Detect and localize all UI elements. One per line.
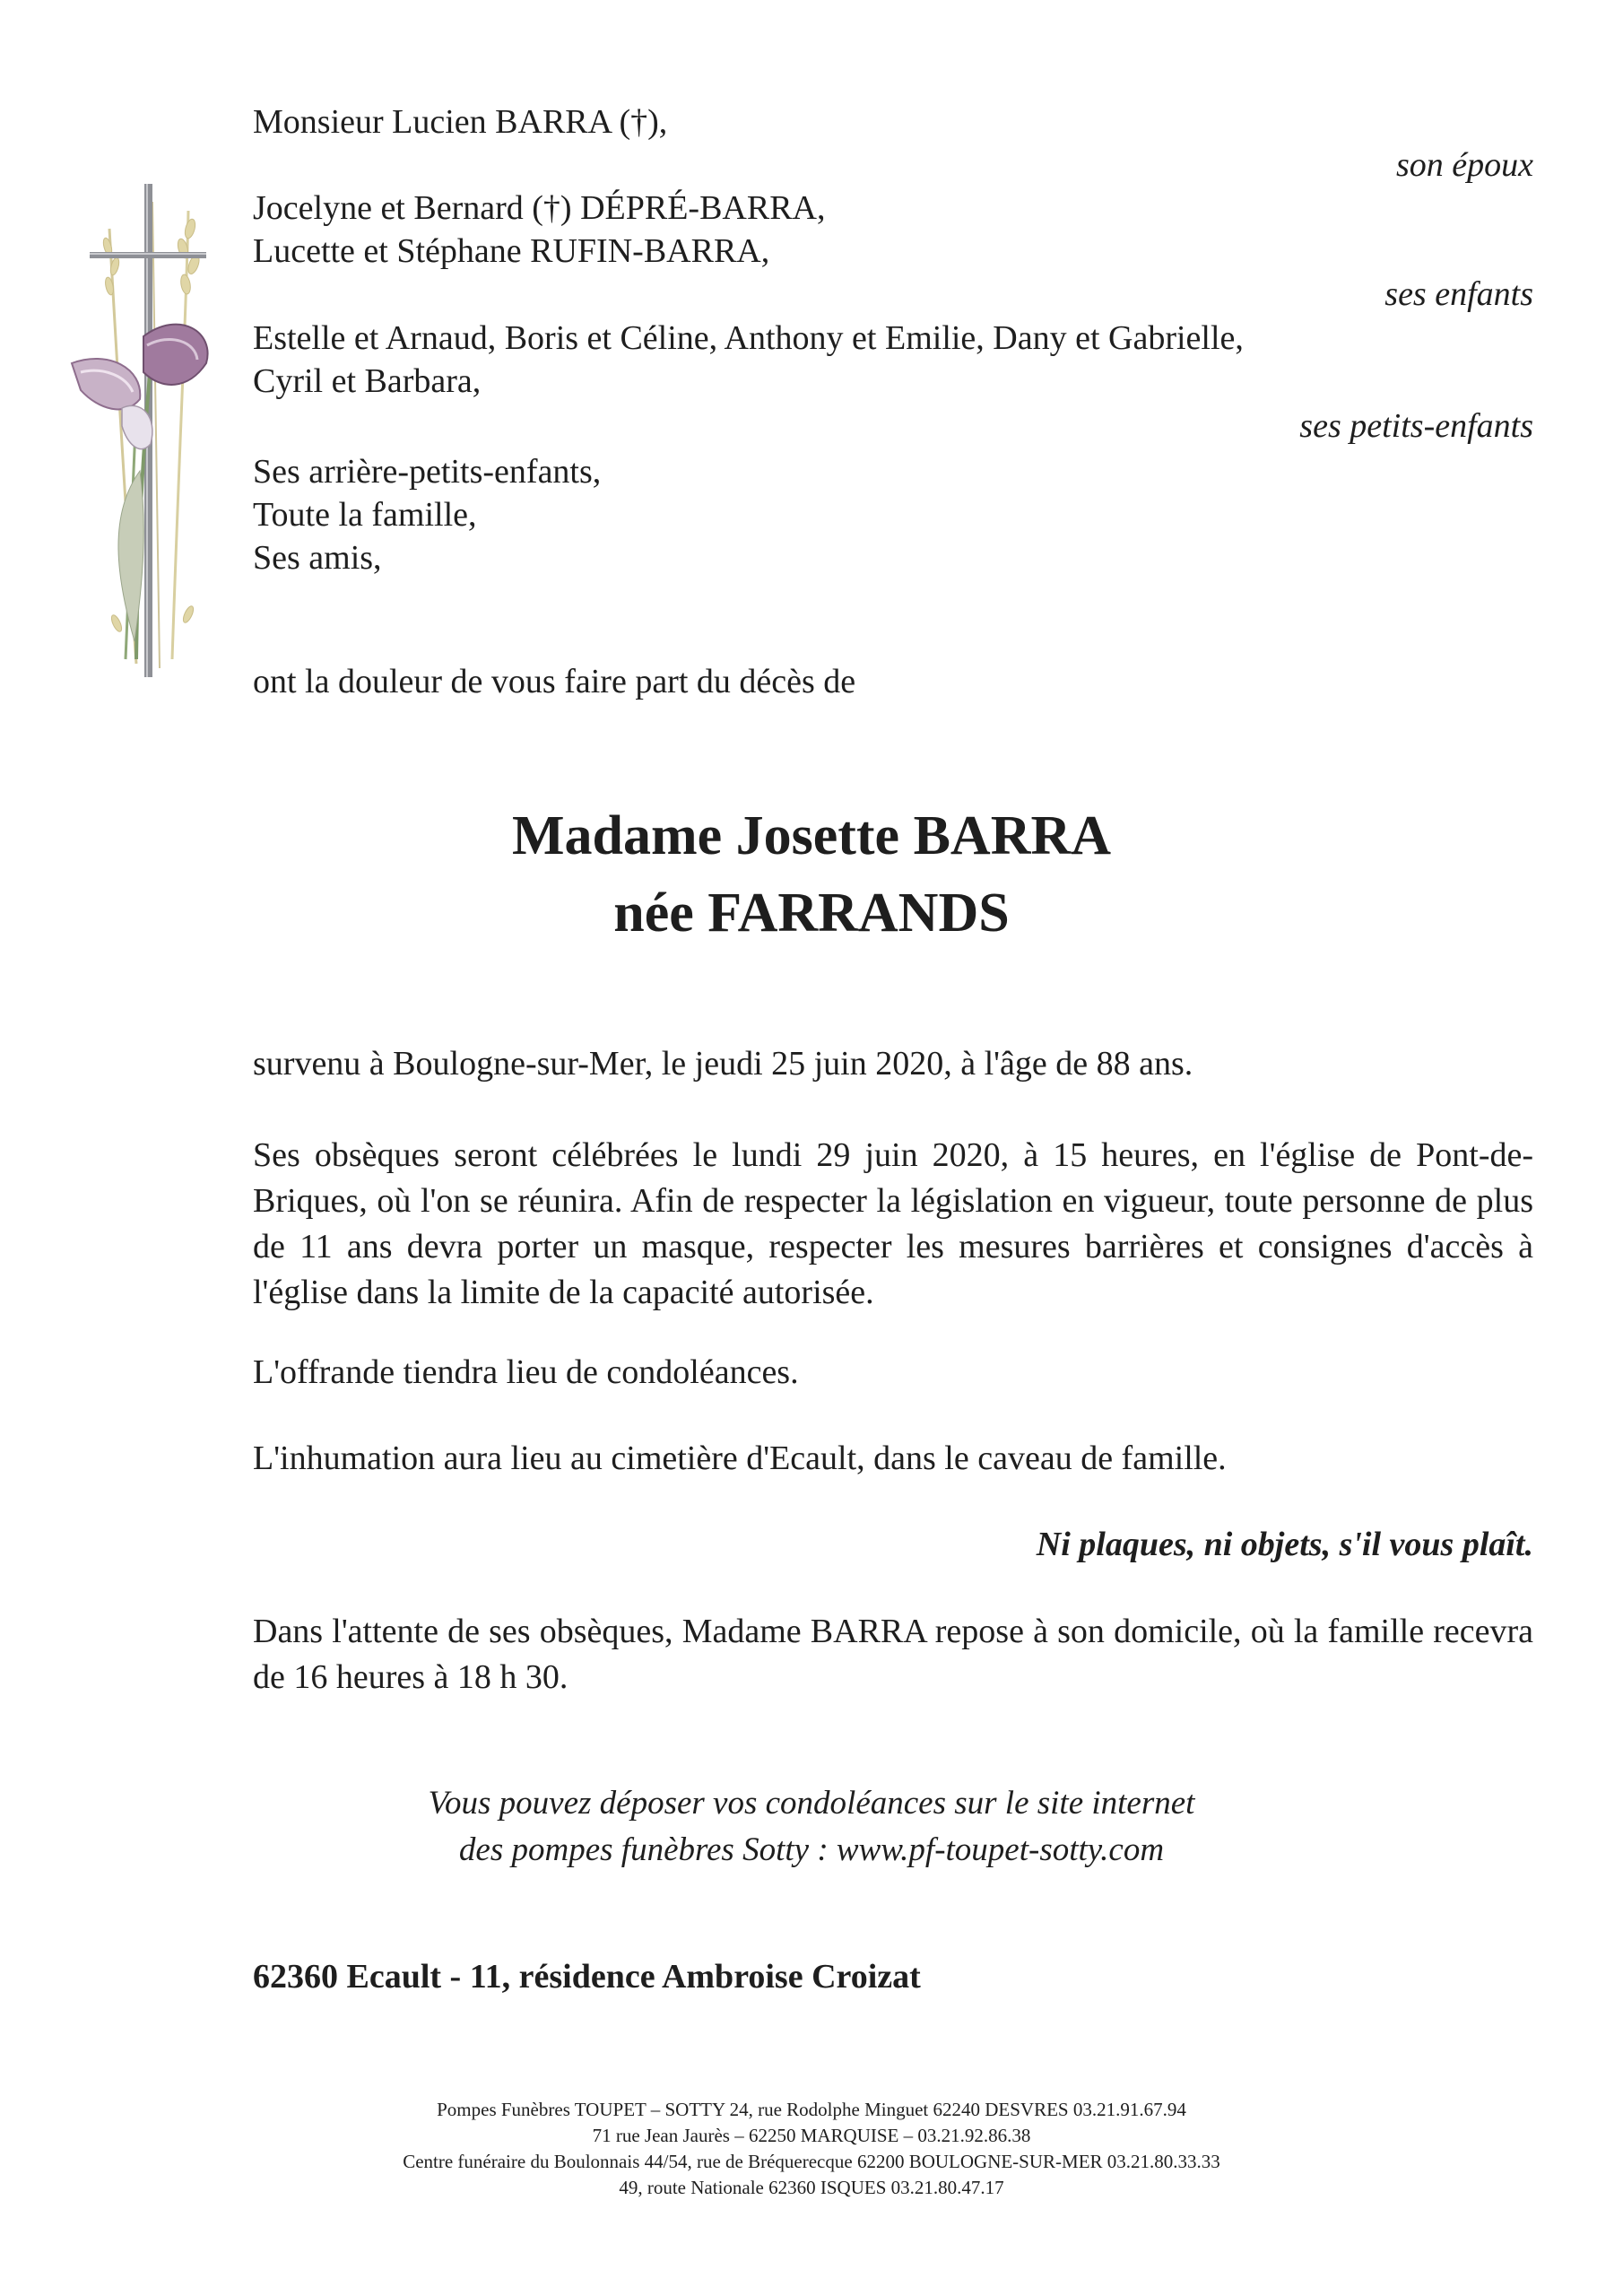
home-address: 62360 Ecault - 11, résidence Ambroise Croizat [253,1958,921,1996]
family-grandchildren-1: Estelle et Arnaud, Boris et Céline, Anthony et Emilie, Dany et Gabrielle, [253,319,1244,357]
announcement-text: ont la douleur de vous faire part du décès de [253,663,856,700]
family-child-2: Lucette et Stéphane RUFIN-BARRA, [253,232,770,270]
condolences-line-1: Vous pouvez déposer vos condoléances sur le site internet [428,1785,1195,1822]
funeral-details: Ses obsèques seront célébrées le lundi 29 juin 2020, à 15 heures, en l'église de Pont-de-Briques, où l'on se réunira. Afin de respecter la législation en vigueur, toute personne de plus de 11 ans devra porter un masque, respecter les mesures barrières et consignes d'accès à l'église dans la limite de la capacité autorisée. [253,1136,1533,1311]
footer-line-4: 49, route Nationale 62360 ISQUES 03.21.80.47.17 [619,2177,1004,2198]
deceased-name: Madame Josette BARRA [511,805,1112,866]
role-children: ses enfants [1384,275,1533,313]
family-all: Toute la famille, [253,496,477,534]
family-great-grandchildren: Ses arrière-petits-enfants, [253,453,602,491]
footer-line-1: Pompes Funèbres TOUPET – SOTTY 24, rue Rodolphe Minguet 62240 DESVRES 03.21.91.67.94 [437,2099,1186,2120]
family-friends: Ses amis, [253,539,382,577]
family-child-1: Jocelyne et Bernard (†) DÉPRÉ-BARRA, [253,189,826,227]
condolences-line-2: des pompes funèbres Sotty : www.pf-toupet-sotty.com [458,1831,1165,1868]
deceased-maiden-name: née FARRANDS [613,883,1010,944]
no-flowers-note: Ni plaques, ni objets, s'il vous plaît. [1036,1526,1533,1563]
footer-line-2: 71 rue Jean Jaurès – 62250 MARQUISE – 03.21.92.86.38 [592,2125,1031,2146]
role-spouse: son époux [1395,146,1533,184]
role-grandchildren: ses petits-enfants [1299,407,1533,445]
vigil-details: Dans l'attente de ses obsèques, Madame BARRA repose à son domicile, où la famille recevra de 16 heures à 18 h 30. [253,1613,1533,1696]
family-spouse: Monsieur Lucien BARRA (†), [253,103,668,141]
burial-details: L'inhumation aura lieu au cimetière d'Ecault, dans le caveau de famille. [253,1439,1227,1477]
cross-lily-decoration [54,175,233,677]
offering-note: L'offrande tiendra lieu de condoléances. [253,1353,799,1391]
death-details: survenu à Boulogne-sur-Mer, le jeudi 25 juin 2020, à l'âge de 88 ans. [253,1045,1193,1083]
footer-line-3: Centre funéraire du Boulonnais 44/54, rue de Bréquerecque 62200 BOULOGNE-SUR-MER 03.21.80.33.33 [403,2151,1220,2172]
family-grandchildren-2: Cyril et Barbara, [253,362,482,400]
